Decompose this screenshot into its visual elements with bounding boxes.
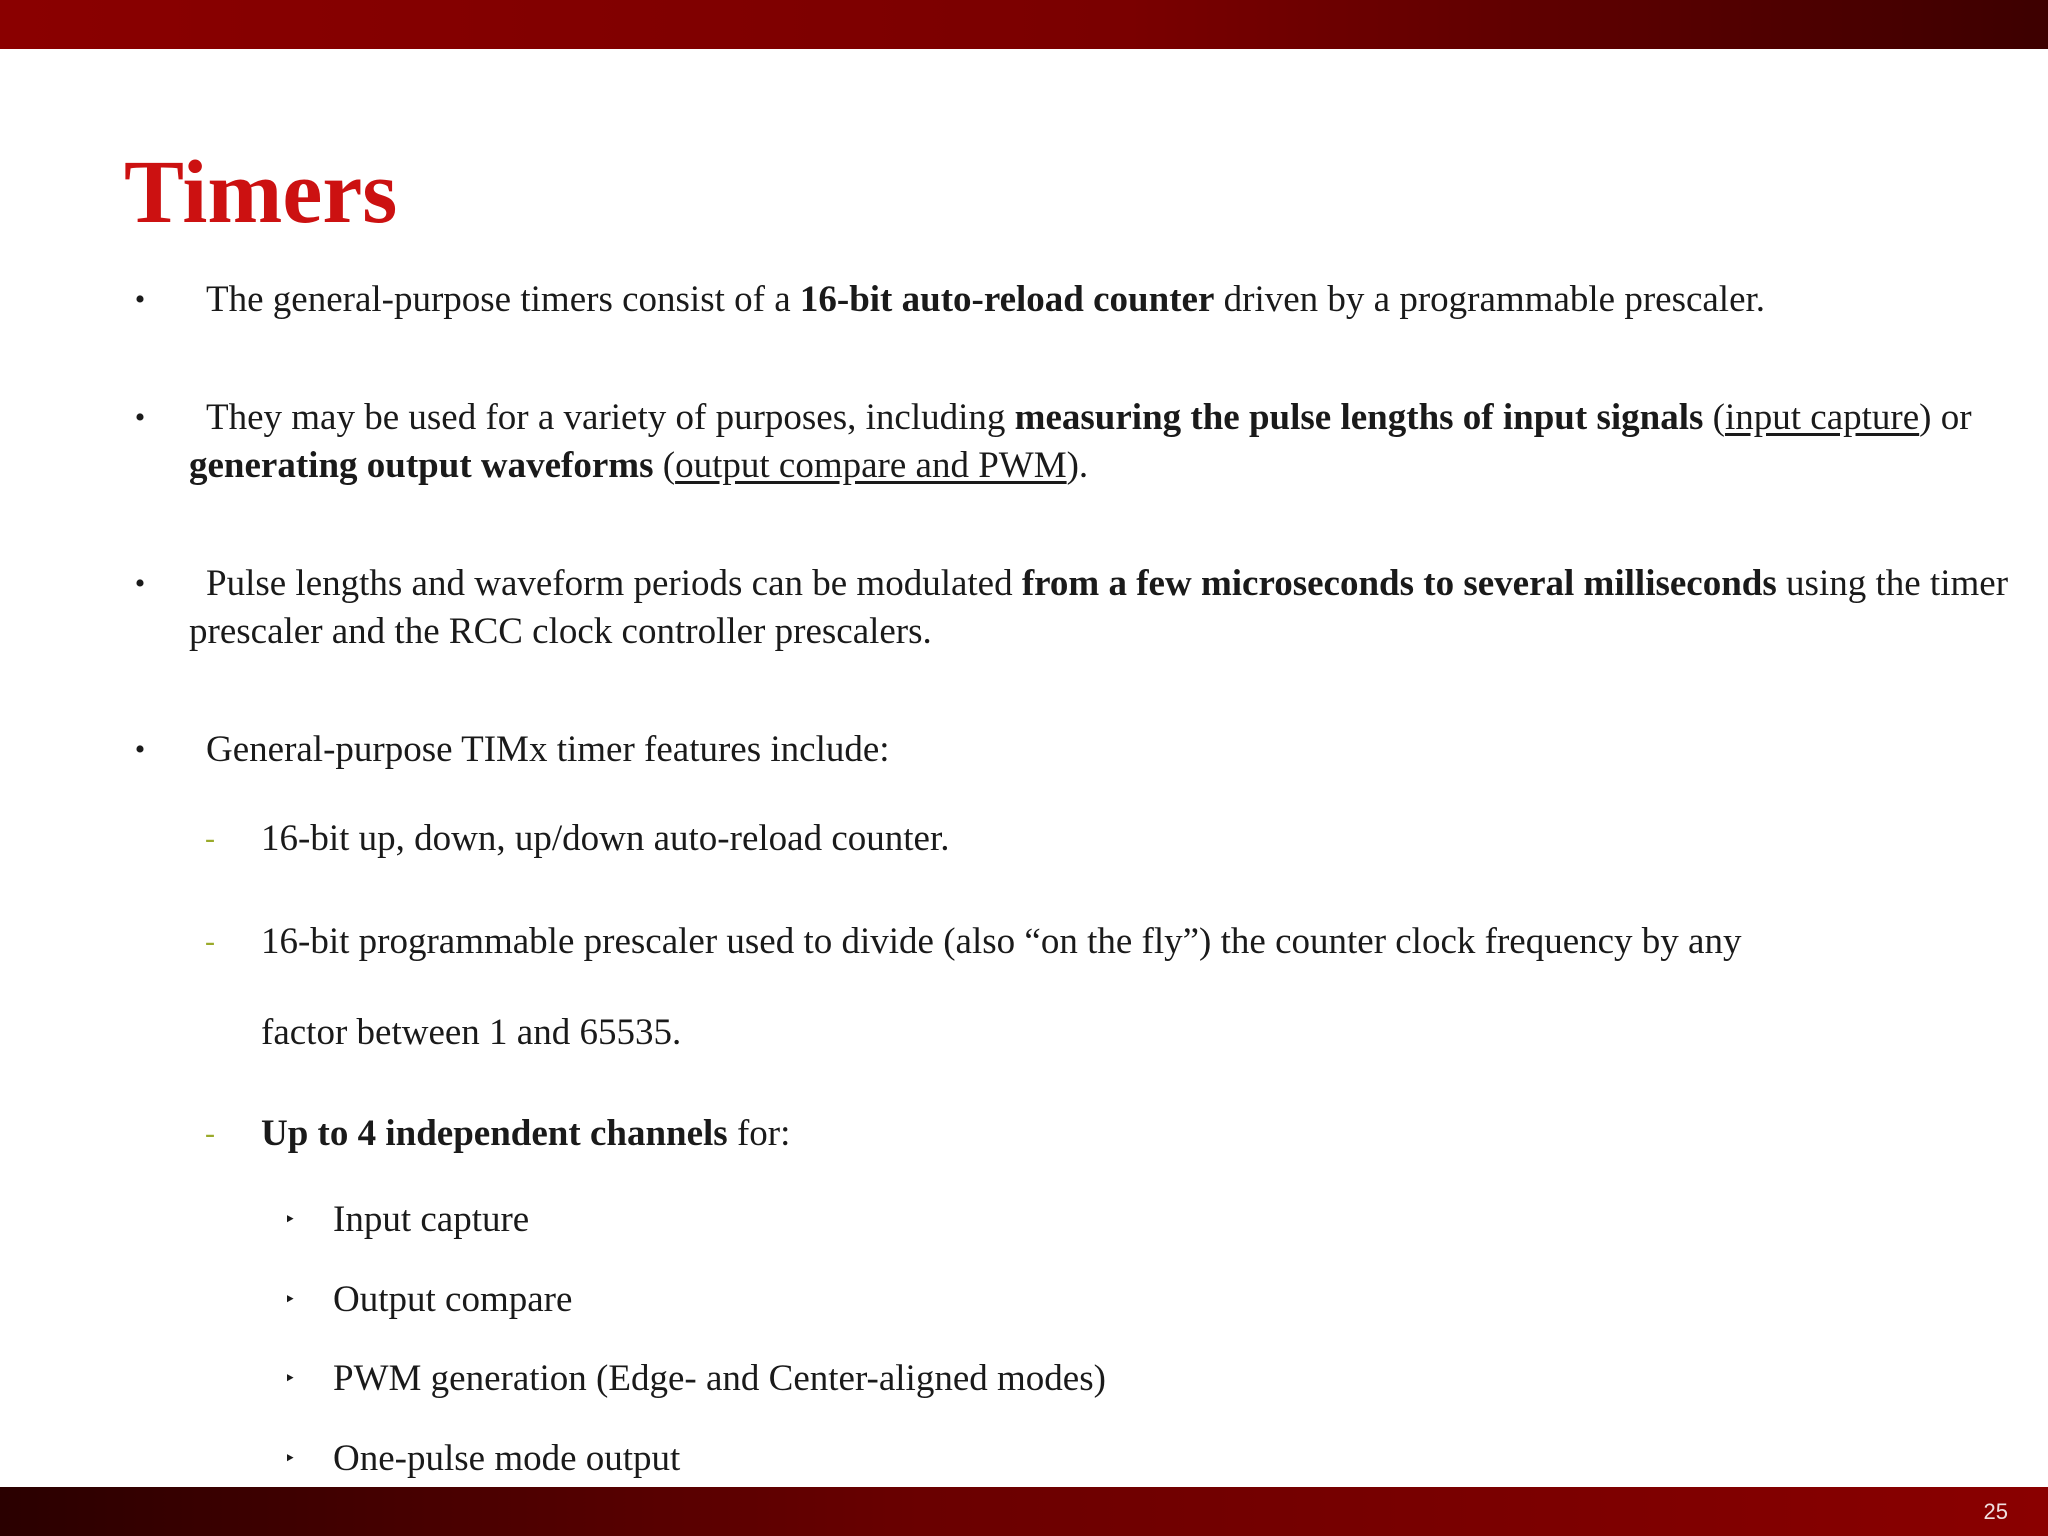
text-segment: Pulse lengths and waveform periods can be modulated [206, 563, 1022, 604]
text-segment: 16-bit up, down, up/down auto-reload counter. [261, 818, 950, 859]
text-segment: ( [1703, 397, 1725, 438]
text-segment: using the timer prescaler and the RCC clock controller prescalers. [189, 563, 2009, 652]
text-segment: General-purpose TIMx timer features include: [206, 729, 890, 770]
text-segment: for: [727, 1113, 791, 1154]
bullet-text [189, 726, 2048, 774]
bullet-marker: • [134, 283, 146, 316]
dash-marker: - [205, 1117, 215, 1150]
triangle-bullet-icon: ‣ [284, 1448, 296, 1470]
text-segment-bold: 16-bit auto-reload counter [799, 279, 1215, 320]
text-segment-underline: input capture [1724, 397, 1920, 438]
dash-marker: - [205, 925, 215, 958]
slide-title: Timers [124, 143, 398, 242]
triangle-bullet-icon: ‣ [284, 1368, 296, 1390]
text-segment-bold: generating output waveforms [189, 445, 654, 486]
text-segment: They may be used for a variety of purposes, including [206, 397, 1015, 438]
feature-text [261, 1110, 790, 1158]
dash-marker: - [205, 822, 215, 855]
channel-use-text: Output compare [333, 1279, 573, 1320]
bullet-marker: • [134, 401, 146, 434]
text-segment: The general-purpose timers consist of a [206, 279, 800, 320]
bullet-text [189, 394, 2048, 490]
text-segment: ) or [1919, 397, 1972, 438]
channel-use-text: Input capture [333, 1199, 530, 1240]
bullet-marker: • [134, 567, 146, 600]
page-number: 25 [1983, 1499, 2008, 1524]
text-segment: ( [653, 445, 676, 486]
text-segment-bold: measuring the pulse lengths of input signals [1014, 397, 1704, 438]
top-banner [0, 0, 2048, 49]
triangle-bullet-icon: ‣ [284, 1289, 296, 1311]
feature-text-continuation: factor between 1 and 65535. [261, 1012, 682, 1053]
text-segment: 16-bit programmable prescaler used to divide (also “on the fly”) the counter clock frequency by any [261, 921, 1742, 962]
text-segment-bold: Up to 4 independent channels [261, 1113, 728, 1154]
triangle-bullet-icon: ‣ [284, 1209, 296, 1231]
text-segment: driven by a programmable prescaler. [1214, 279, 1766, 320]
bullet-text [189, 560, 2048, 656]
bullet-text [189, 276, 2048, 324]
channel-use-text: PWM generation (Edge- and Center-aligned modes) [333, 1358, 1106, 1399]
feature-text [261, 815, 949, 863]
channel-use-text: One-pulse mode output [333, 1438, 681, 1479]
bullet-marker: • [134, 733, 146, 766]
text-segment-bold: from a few microseconds to several milliseconds [1021, 563, 1777, 604]
bottom-banner [0, 1487, 2048, 1536]
text-segment-underline: output compare and PWM [675, 445, 1067, 486]
feature-text [261, 918, 1741, 966]
text-segment: ). [1066, 445, 1089, 486]
